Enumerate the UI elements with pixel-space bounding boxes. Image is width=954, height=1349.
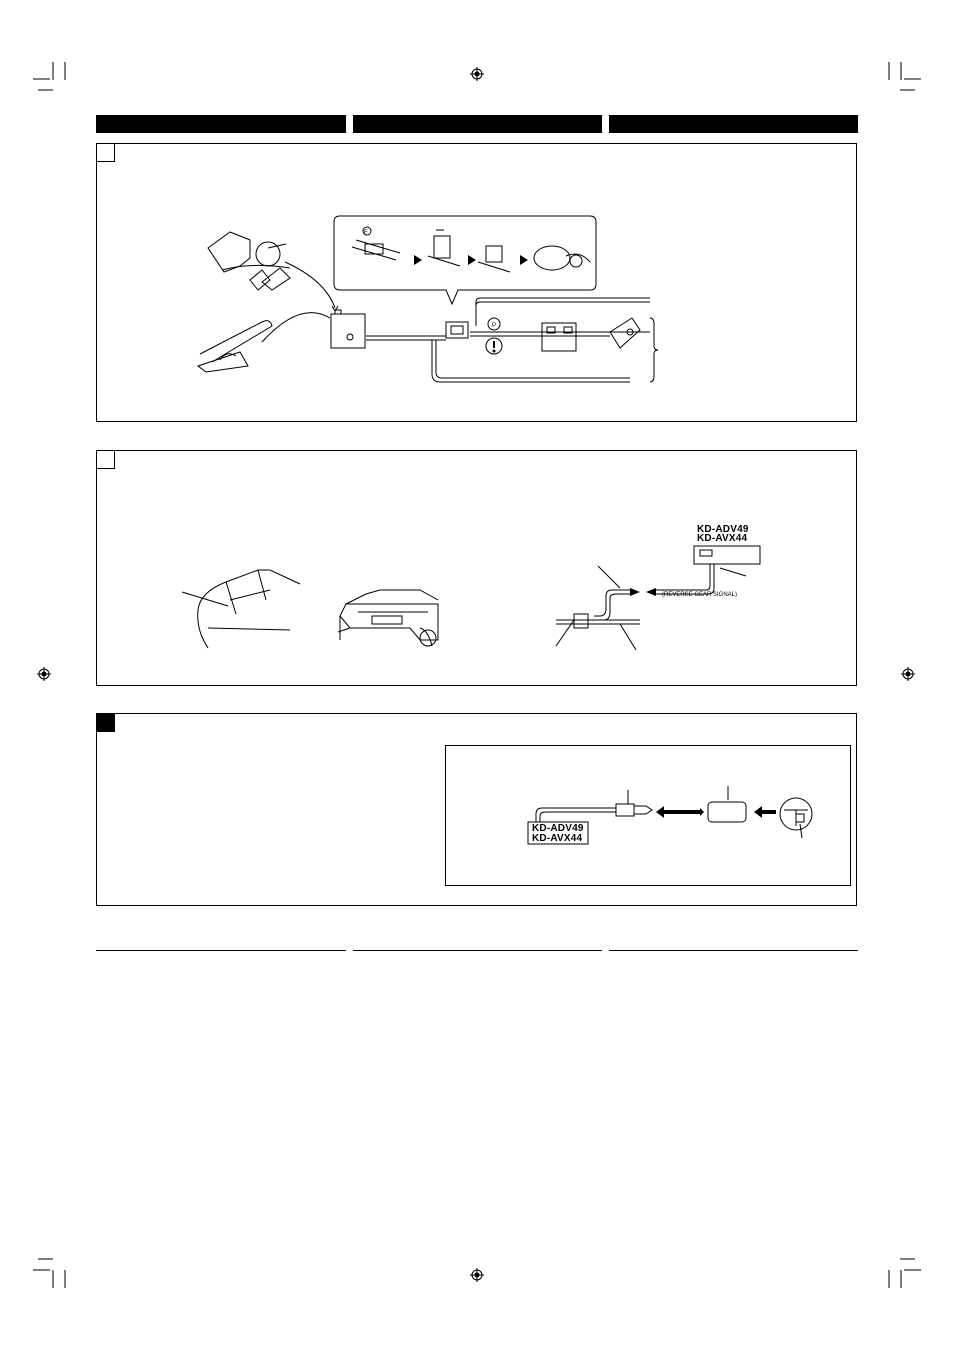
reverse-gear-signal-label: (REVERSE GEAR SIGNAL) xyxy=(662,592,738,598)
footer-rule-center xyxy=(353,950,602,951)
svg-text:P: P xyxy=(492,323,497,329)
section3-model-label-1: KD-ADV49 xyxy=(532,823,584,834)
section2-model-label-1: KD-ADV49 xyxy=(697,524,749,535)
footer-rule-right xyxy=(609,950,858,951)
section3-model-label-2: KD-AVX44 xyxy=(532,833,583,844)
section2-model-label-2: KD-AVX44 xyxy=(697,533,748,544)
registration-mark-icon xyxy=(470,1268,484,1282)
arrow-icon xyxy=(754,806,762,818)
footer-rule-left xyxy=(96,950,346,951)
svg-text:F: F xyxy=(364,230,368,236)
